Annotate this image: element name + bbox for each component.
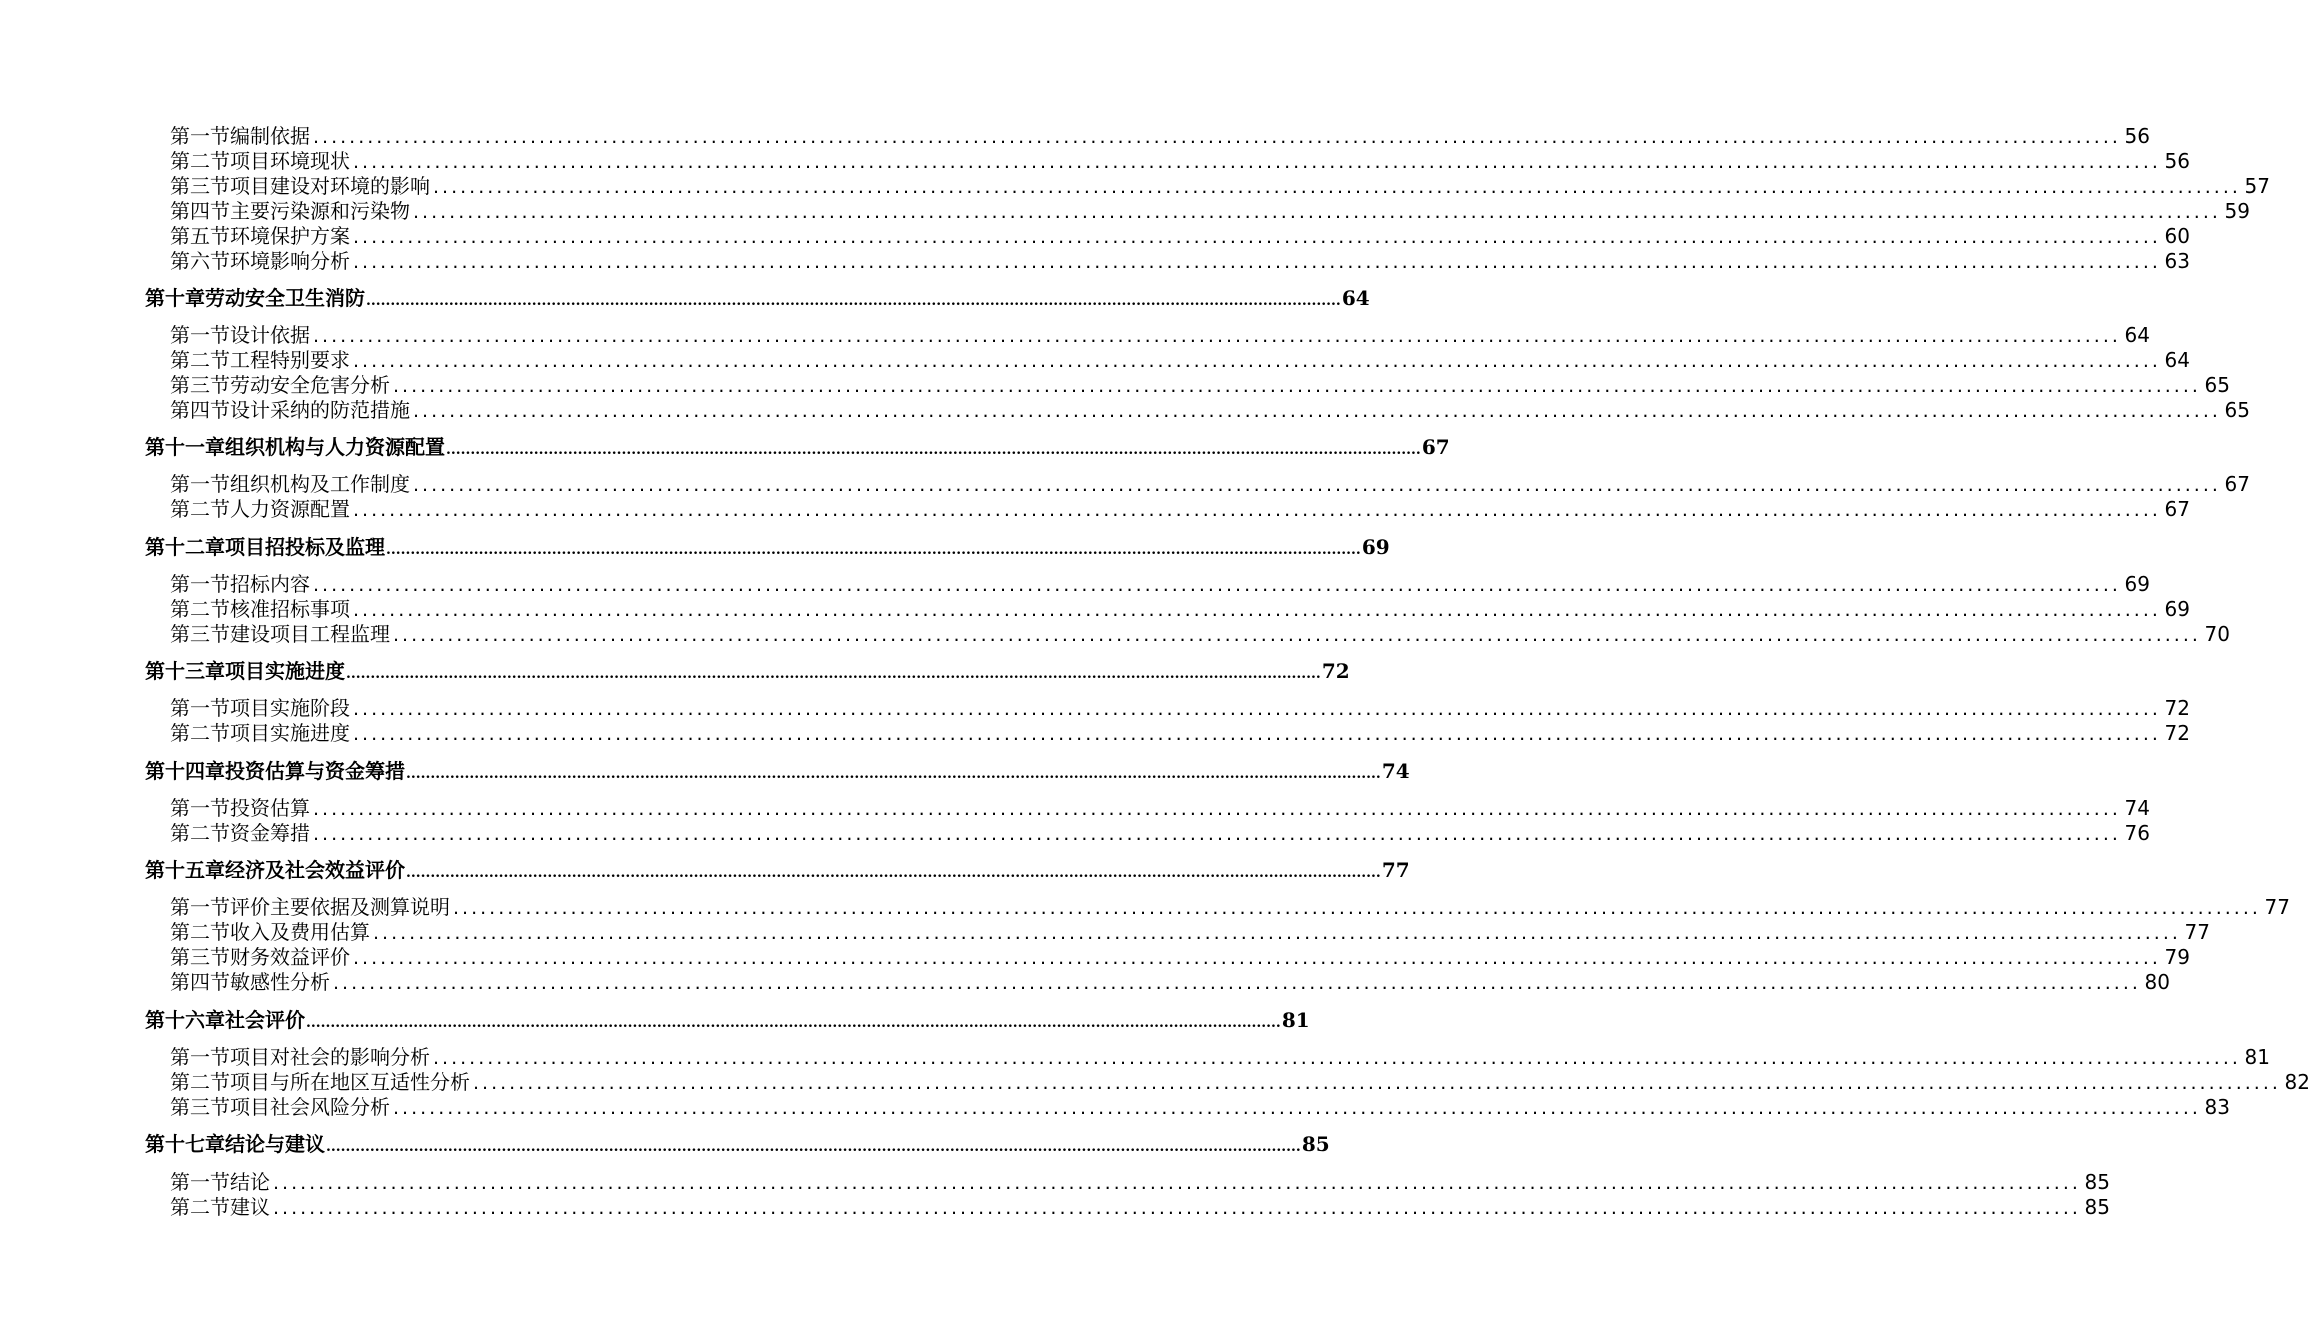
section-number: 第二节 bbox=[170, 920, 230, 944]
page-number: 60 bbox=[2164, 224, 2190, 248]
page-number: 56 bbox=[2124, 124, 2150, 148]
page-number: 77 bbox=[2184, 920, 2210, 944]
dot-leader: ........................................................................................................................................................................................................ bbox=[353, 226, 2161, 248]
page-number: 81 bbox=[2244, 1045, 2270, 1069]
section-number: 第三节 bbox=[170, 174, 230, 198]
page-number: 77 bbox=[2264, 895, 2290, 919]
section-number: 第二节 bbox=[170, 721, 230, 745]
toc-section-entry[interactable] bbox=[170, 1195, 2110, 1220]
page-number: 67 bbox=[1421, 435, 1450, 459]
section-title: 敏感性分析 bbox=[230, 970, 330, 994]
dot-leader: ........................................................................................................................................................................................................ bbox=[353, 947, 2161, 969]
dot-leader: ........................................................................................................................................................................................................ bbox=[366, 293, 1341, 309]
dot-leader: ........................................................................................................................................................................................................ bbox=[406, 865, 1381, 881]
dot-leader: ........................................................................................................................................................................................................ bbox=[386, 542, 1361, 558]
page-number: 56 bbox=[2164, 149, 2190, 173]
section-title: 财务效益评价 bbox=[230, 945, 350, 969]
toc-section-entry[interactable] bbox=[170, 199, 2250, 224]
chapter-number: 第十三章 bbox=[145, 659, 225, 683]
toc-section-entry[interactable] bbox=[170, 597, 2190, 622]
toc-section-entry[interactable] bbox=[170, 1045, 2270, 1070]
dot-leader: ........................................................................................................................................................................................................ bbox=[313, 574, 2121, 596]
dot-leader: ........................................................................................................................................................................................................ bbox=[433, 176, 2241, 198]
dot-leader: ........................................................................................................................................................................................................ bbox=[313, 126, 2121, 148]
dot-leader: ........................................................................................................................................................................................................ bbox=[393, 1097, 2201, 1119]
dot-leader: ........................................................................................................................................................................................................ bbox=[453, 897, 2261, 919]
page-number: 65 bbox=[2204, 373, 2230, 397]
toc-section-entry[interactable] bbox=[170, 895, 2290, 920]
toc-section-entry[interactable] bbox=[170, 821, 2150, 846]
chapter-title: 项目实施进度 bbox=[225, 659, 345, 683]
toc-section-entry[interactable] bbox=[170, 472, 2250, 497]
toc-chapter-entry[interactable] bbox=[145, 284, 1370, 312]
toc-section-entry[interactable] bbox=[170, 124, 2150, 149]
section-number: 第一节 bbox=[170, 696, 230, 720]
dot-leader: ........................................................................................................................................................................................................ bbox=[393, 624, 2201, 646]
section-number: 第一节 bbox=[170, 124, 230, 148]
page-number: 64 bbox=[1341, 286, 1370, 310]
section-title: 项目对社会的影响分析 bbox=[230, 1045, 430, 1069]
section-title: 项目与所在地区互适性分析 bbox=[230, 1070, 470, 1094]
dot-leader: ........................................................................................................................................................................................................ bbox=[353, 151, 2161, 173]
toc-chapter-entry[interactable] bbox=[145, 856, 1410, 884]
page-number: 69 bbox=[2124, 572, 2150, 596]
page-number: 81 bbox=[1281, 1008, 1310, 1032]
dot-leader: ........................................................................................................................................................................................................ bbox=[306, 1015, 1281, 1031]
section-number: 第一节 bbox=[170, 796, 230, 820]
section-title: 资金筹措 bbox=[230, 821, 310, 845]
section-title: 主要污染源和污染物 bbox=[230, 199, 410, 223]
toc-section-entry[interactable] bbox=[170, 1070, 2310, 1095]
page-number: 72 bbox=[2164, 696, 2190, 720]
page-number: 69 bbox=[2164, 597, 2190, 621]
dot-leader: ........................................................................................................................................................................................................ bbox=[353, 499, 2161, 521]
toc-chapter-entry[interactable] bbox=[145, 657, 1350, 685]
section-number: 第二节 bbox=[170, 597, 230, 621]
section-title: 建设项目工程监理 bbox=[230, 622, 390, 646]
toc-section-entry[interactable] bbox=[170, 224, 2190, 249]
dot-leader: ........................................................................................................................................................................................................ bbox=[373, 922, 2181, 944]
section-number: 第三节 bbox=[170, 373, 230, 397]
toc-section-entry[interactable] bbox=[170, 572, 2150, 597]
chapter-number: 第十六章 bbox=[145, 1008, 225, 1032]
page-number: 74 bbox=[2124, 796, 2150, 820]
toc-section-entry[interactable] bbox=[170, 945, 2190, 970]
page-number: 79 bbox=[2164, 945, 2190, 969]
section-title: 项目实施进度 bbox=[230, 721, 350, 745]
section-number: 第二节 bbox=[170, 149, 230, 173]
toc-section-entry[interactable] bbox=[170, 1170, 2110, 1195]
section-title: 项目社会风险分析 bbox=[230, 1095, 390, 1119]
page-number: 64 bbox=[2124, 323, 2150, 347]
section-title: 工程特别要求 bbox=[230, 348, 350, 372]
dot-leader: ........................................................................................................................................................................................................ bbox=[353, 723, 2161, 745]
section-title: 结论 bbox=[230, 1170, 270, 1194]
dot-leader: ........................................................................................................................................................................................................ bbox=[353, 350, 2161, 372]
toc-chapter-entry[interactable] bbox=[145, 533, 1390, 561]
section-title: 组织机构及工作制度 bbox=[230, 472, 410, 496]
dot-leader: ........................................................................................................................................................................................................ bbox=[313, 823, 2121, 845]
section-number: 第四节 bbox=[170, 398, 230, 422]
dot-leader: ........................................................................................................................................................................................................ bbox=[313, 325, 2121, 347]
section-title: 收入及费用估算 bbox=[230, 920, 370, 944]
chapter-title: 投资估算与资金筹措 bbox=[225, 759, 405, 783]
toc-section-entry[interactable] bbox=[170, 497, 2190, 522]
section-title: 编制依据 bbox=[230, 124, 310, 148]
chapter-number: 第十一章 bbox=[145, 435, 225, 459]
dot-leader: ........................................................................................................................................................................................................ bbox=[346, 666, 1321, 682]
section-title: 招标内容 bbox=[230, 572, 310, 596]
page-number: 57 bbox=[2244, 174, 2270, 198]
dot-leader: ........................................................................................................................................................................................................ bbox=[393, 375, 2201, 397]
chapter-number: 第十四章 bbox=[145, 759, 225, 783]
section-number: 第一节 bbox=[170, 323, 230, 347]
dot-leader: ........................................................................................................................................................................................................ bbox=[273, 1172, 2081, 1194]
section-number: 第三节 bbox=[170, 622, 230, 646]
toc-chapter-entry[interactable] bbox=[145, 757, 1410, 785]
toc-section-entry[interactable] bbox=[170, 1095, 2230, 1120]
page-number: 80 bbox=[2144, 970, 2170, 994]
dot-leader: ........................................................................................................................................................................................................ bbox=[353, 251, 2161, 273]
page-number: 77 bbox=[1381, 858, 1410, 882]
dot-leader: ........................................................................................................................................................................................................ bbox=[333, 972, 2141, 994]
chapter-title: 经济及社会效益评价 bbox=[225, 858, 405, 882]
toc-section-entry[interactable] bbox=[170, 348, 2190, 373]
dot-leader: ........................................................................................................................................................................................................ bbox=[413, 474, 2221, 496]
page-number: 85 bbox=[2084, 1170, 2110, 1194]
dot-leader: ........................................................................................................................................................................................................ bbox=[433, 1047, 2241, 1069]
toc-section-entry[interactable] bbox=[170, 149, 2190, 174]
page-number: 85 bbox=[2084, 1195, 2110, 1219]
section-number: 第五节 bbox=[170, 224, 230, 248]
section-title: 设计采纳的防范措施 bbox=[230, 398, 410, 422]
section-title: 设计依据 bbox=[230, 323, 310, 347]
chapter-title: 组织机构与人力资源配置 bbox=[225, 435, 445, 459]
page-number: 63 bbox=[2164, 249, 2190, 273]
page-number: 76 bbox=[2124, 821, 2150, 845]
toc-section-entry[interactable] bbox=[170, 696, 2190, 721]
dot-leader: ........................................................................................................................................................................................................ bbox=[313, 798, 2121, 820]
section-number: 第四节 bbox=[170, 199, 230, 223]
toc-section-entry[interactable] bbox=[170, 796, 2150, 821]
section-number: 第二节 bbox=[170, 348, 230, 372]
toc-section-entry[interactable] bbox=[170, 323, 2150, 348]
page-number: 85 bbox=[1301, 1132, 1330, 1156]
dot-leader: ........................................................................................................................................................................................................ bbox=[406, 766, 1381, 782]
section-number: 第二节 bbox=[170, 821, 230, 845]
chapter-title: 结论与建议 bbox=[225, 1132, 325, 1156]
toc-chapter-entry[interactable] bbox=[145, 1006, 1310, 1034]
chapter-title: 社会评价 bbox=[225, 1008, 305, 1032]
section-title: 人力资源配置 bbox=[230, 497, 350, 521]
section-number: 第一节 bbox=[170, 572, 230, 596]
section-number: 第三节 bbox=[170, 1095, 230, 1119]
section-number: 第一节 bbox=[170, 472, 230, 496]
toc-section-entry[interactable] bbox=[170, 721, 2190, 746]
toc-section-entry[interactable] bbox=[170, 174, 2270, 199]
page-number: 69 bbox=[1361, 535, 1390, 559]
dot-leader: ........................................................................................................................................................................................................ bbox=[273, 1197, 2081, 1219]
dot-leader: ........................................................................................................................................................................................................ bbox=[353, 698, 2161, 720]
section-number: 第二节 bbox=[170, 497, 230, 521]
section-title: 评价主要依据及测算说明 bbox=[230, 895, 450, 919]
chapter-number: 第十章 bbox=[145, 286, 205, 310]
section-number: 第六节 bbox=[170, 249, 230, 273]
page-number: 70 bbox=[2204, 622, 2230, 646]
dot-leader: ........................................................................................................................................................................................................ bbox=[326, 1139, 1301, 1155]
dot-leader: ........................................................................................................................................................................................................ bbox=[353, 599, 2161, 621]
section-title: 核准招标事项 bbox=[230, 597, 350, 621]
dot-leader: ........................................................................................................................................................................................................ bbox=[473, 1072, 2281, 1094]
section-number: 第一节 bbox=[170, 1045, 230, 1069]
dot-leader: ........................................................................................................................................................................................................ bbox=[446, 442, 1421, 458]
section-number: 第二节 bbox=[170, 1195, 230, 1219]
section-title: 环境影响分析 bbox=[230, 249, 350, 273]
page-number: 65 bbox=[2224, 398, 2250, 422]
section-title: 项目建设对环境的影响 bbox=[230, 174, 430, 198]
toc-section-entry[interactable] bbox=[170, 970, 2170, 995]
page-number: 67 bbox=[2164, 497, 2190, 521]
page-number: 72 bbox=[2164, 721, 2190, 745]
page-number: 67 bbox=[2224, 472, 2250, 496]
section-title: 环境保护方案 bbox=[230, 224, 350, 248]
section-title: 项目环境现状 bbox=[230, 149, 350, 173]
chapter-title: 劳动安全卫生消防 bbox=[205, 286, 365, 310]
section-number: 第一节 bbox=[170, 895, 230, 919]
section-number: 第三节 bbox=[170, 945, 230, 969]
section-title: 项目实施阶段 bbox=[230, 696, 350, 720]
page-number: 83 bbox=[2204, 1095, 2230, 1119]
page-number: 82 bbox=[2284, 1070, 2310, 1094]
section-number: 第一节 bbox=[170, 1170, 230, 1194]
section-number: 第二节 bbox=[170, 1070, 230, 1094]
section-title: 投资估算 bbox=[230, 796, 310, 820]
toc-section-entry[interactable] bbox=[170, 622, 2230, 647]
dot-leader: ........................................................................................................................................................................................................ bbox=[413, 400, 2221, 422]
chapter-number: 第十七章 bbox=[145, 1132, 225, 1156]
chapter-number: 第十二章 bbox=[145, 535, 225, 559]
page-number: 74 bbox=[1381, 759, 1410, 783]
section-number: 第四节 bbox=[170, 970, 230, 994]
chapter-title: 项目招投标及监理 bbox=[225, 535, 385, 559]
page-number: 64 bbox=[2164, 348, 2190, 372]
page-number: 59 bbox=[2224, 199, 2250, 223]
section-title: 劳动安全危害分析 bbox=[230, 373, 390, 397]
dot-leader: ........................................................................................................................................................................................................ bbox=[413, 201, 2221, 223]
toc-chapter-entry[interactable] bbox=[145, 1130, 1330, 1158]
toc-section-entry[interactable] bbox=[170, 920, 2210, 945]
chapter-number: 第十五章 bbox=[145, 858, 225, 882]
toc-section-entry[interactable] bbox=[170, 249, 2190, 274]
page-number: 72 bbox=[1321, 659, 1350, 683]
toc-section-entry[interactable] bbox=[170, 398, 2250, 423]
toc-chapter-entry[interactable] bbox=[145, 433, 1450, 461]
section-title: 建议 bbox=[230, 1195, 270, 1219]
toc-section-entry[interactable] bbox=[170, 373, 2230, 398]
